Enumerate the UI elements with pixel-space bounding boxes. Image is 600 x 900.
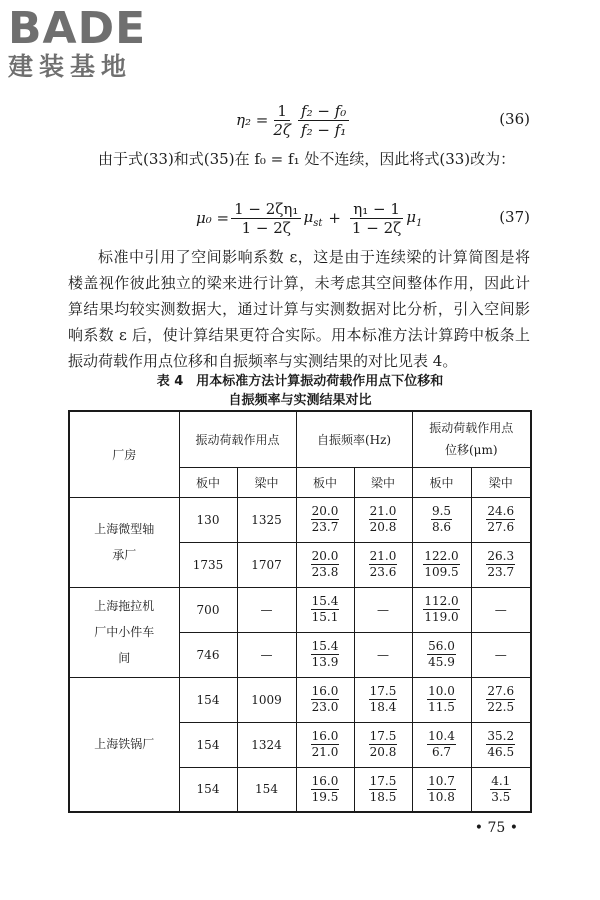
displacement-slab-measured: 109.5 <box>424 565 459 579</box>
load-point-beam: 154 <box>237 767 296 812</box>
load-point-slab: 154 <box>179 767 237 812</box>
frequency-slab-measured: 23.0 <box>311 700 339 714</box>
frequency-beam-calculated: 17.5 <box>369 684 397 698</box>
eq36-coefficient: $\frac{1}{2\zeta}$ <box>273 101 292 139</box>
page-number: • 75 • <box>474 820 518 836</box>
publisher-logo <box>8 3 178 82</box>
frequency-beam <box>354 542 412 587</box>
frequency-beam-calculated: 17.5 <box>369 729 397 743</box>
displacement-slab <box>412 677 471 722</box>
header-load-point: 振动荷载作用点 <box>179 411 296 467</box>
frequency-beam-measured: 20.8 <box>369 520 397 534</box>
frequency-slab-calculated: 16.0 <box>311 729 339 743</box>
displacement-beam-measured: 23.7 <box>487 565 515 579</box>
displacement-slab-calculated: 112.0 <box>424 594 459 608</box>
frequency-slab <box>296 677 354 722</box>
frequency-slab <box>296 587 354 632</box>
load-point-beam: 1009 <box>237 677 296 722</box>
displacement-slab <box>412 587 471 632</box>
displacement-slab-measured: 10.8 <box>428 789 455 804</box>
frequency-beam-measured: 23.6 <box>369 565 397 579</box>
frequency-slab-measured: 23.8 <box>311 565 339 579</box>
frequency-slab <box>296 632 354 677</box>
frequency-beam: — <box>354 587 412 632</box>
displacement-beam-measured: 46.5 <box>487 745 515 759</box>
displacement-beam-measured: 27.6 <box>487 520 515 534</box>
frequency-slab-measured: 13.9 <box>311 655 339 669</box>
frequency-slab-calculated: 20.0 <box>311 549 339 563</box>
displacement-slab <box>412 722 471 767</box>
frequency-slab-calculated: 16.0 <box>311 773 339 788</box>
frequency-beam-calculated: 21.0 <box>369 504 397 518</box>
displacement-beam-calculated: 35.2 <box>487 729 515 743</box>
table-row <box>69 497 531 542</box>
frequency-slab-calculated: 15.4 <box>311 639 339 653</box>
frequency-beam-measured: 18.5 <box>369 789 397 804</box>
eq37-number: (37) <box>499 208 530 226</box>
table-row <box>69 587 531 632</box>
displacement-slab-measured: 45.9 <box>428 655 455 669</box>
paragraph-1: 由于式(33)和式(35)在 f₀ = f₁ 处不连续，因此将式(33)改为： <box>98 150 516 168</box>
equation-37 <box>0 196 600 240</box>
frequency-slab-measured: 21.0 <box>311 745 339 759</box>
load-point-slab: 154 <box>179 722 237 767</box>
comparison-table <box>68 410 532 813</box>
subheader-disp-slab: 板中 <box>412 467 471 497</box>
load-point-beam: — <box>237 632 296 677</box>
frequency-slab-measured: 19.5 <box>311 789 339 804</box>
table-row <box>69 677 531 722</box>
frequency-beam <box>354 722 412 767</box>
frequency-slab <box>296 497 354 542</box>
eq37-lhs: μ₀ = <box>196 209 230 227</box>
eq37-mu-st: $\mu_{st}$ <box>303 207 323 229</box>
displacement-slab-measured: 119.0 <box>424 610 459 624</box>
displacement-beam-measured: 22.5 <box>487 700 515 714</box>
frequency-slab <box>296 767 354 812</box>
frequency-beam-measured: 18.4 <box>369 700 397 714</box>
eq37-plus: + <box>328 209 341 227</box>
displacement-slab-calculated: 9.5 <box>431 504 452 518</box>
eq37-mu-1: $\mu_1$ <box>406 207 423 229</box>
load-point-slab: 130 <box>179 497 237 542</box>
load-point-slab: 154 <box>179 677 237 722</box>
displacement-beam <box>471 722 531 767</box>
displacement-beam: — <box>471 632 531 677</box>
table-caption-line-1: 表 4 用本标准方法计算振动荷载作用点下位移和 <box>156 374 444 389</box>
header-frequency: 自振频率(Hz) <box>296 411 412 467</box>
frequency-slab <box>296 542 354 587</box>
subheader-load-beam: 梁中 <box>237 467 296 497</box>
subheader-freq-slab: 板中 <box>296 467 354 497</box>
frequency-slab-calculated: 15.4 <box>311 594 339 608</box>
displacement-slab <box>412 767 471 812</box>
eq37-fraction-2: $\frac{\text{η₁ − 1}}{1 - 2\zeta}$ <box>351 199 402 237</box>
frequency-beam <box>354 767 412 812</box>
frequency-beam <box>354 497 412 542</box>
displacement-slab-calculated: 56.0 <box>428 639 455 653</box>
displacement-slab-calculated: 122.0 <box>424 549 459 563</box>
eq36-number: (36) <box>499 110 530 128</box>
frequency-beam-calculated: 17.5 <box>369 773 397 788</box>
factory-name: 上海拖拉机厂中小件车间 <box>69 587 179 677</box>
equation-36 <box>0 98 600 142</box>
factory-name: 上海微型轴承厂 <box>69 497 179 587</box>
load-point-slab: 700 <box>179 587 237 632</box>
frequency-slab <box>296 722 354 767</box>
paragraph-2: 标准中引用了空间影响系数 ε，这是由于连续梁的计算简图是将楼盖视作彼此独立的梁来进行计算，未考虑其空间整体作用，因此计算结果均较实测数据大，通过计算与实测数据对比分析，引入空间影响系数 ε 后，使计算结果更符合实际。用本标准方法计算跨中板条上振动荷载作用点位移和自振频率与实测结果的对比见表 4。 <box>68 248 530 370</box>
displacement-beam: — <box>471 587 531 632</box>
frequency-slab-calculated: 16.0 <box>311 684 339 698</box>
displacement-beam <box>471 677 531 722</box>
displacement-slab-calculated: 10.4 <box>428 729 455 743</box>
subheader-freq-beam: 梁中 <box>354 467 412 497</box>
load-point-beam: 1325 <box>237 497 296 542</box>
logo-subtitle: 建装基地 <box>8 52 133 81</box>
displacement-beam-calculated: 4.1 <box>491 773 511 788</box>
displacement-slab <box>412 632 471 677</box>
subheader-load-slab: 板中 <box>179 467 237 497</box>
eq37-fraction-1: $\frac{\text{1 − 2ζη₁}}{1 - 2\zeta}$ <box>231 200 301 237</box>
load-point-slab: 746 <box>179 632 237 677</box>
table-caption-line-2: 自振频率与实测结果对比 <box>228 393 372 408</box>
frequency-slab-measured: 23.7 <box>311 520 339 534</box>
frequency-beam <box>354 677 412 722</box>
subheader-disp-beam: 梁中 <box>471 467 531 497</box>
displacement-beam-measured: 3.5 <box>491 789 511 804</box>
load-point-beam: — <box>237 587 296 632</box>
eq36-fraction: $\frac{\text{f₂ − f₀}}{\text{f₂ − f₁}}$ <box>298 102 349 139</box>
displacement-slab-calculated: 10.7 <box>428 773 455 788</box>
displacement-beam-calculated: 26.3 <box>487 549 515 563</box>
displacement-beam <box>471 767 531 812</box>
displacement-slab-calculated: 10.0 <box>428 684 455 698</box>
displacement-slab <box>412 497 471 542</box>
load-point-slab: 1735 <box>179 542 237 587</box>
header-factory: 厂房 <box>69 411 179 497</box>
displacement-slab-measured: 6.7 <box>431 745 452 759</box>
factory-name: 上海铁锅厂 <box>69 677 179 812</box>
frequency-slab-calculated: 20.0 <box>311 504 339 518</box>
frequency-slab-measured: 15.1 <box>311 610 339 624</box>
displacement-beam <box>471 497 531 542</box>
table-header-row <box>69 411 531 467</box>
frequency-beam: — <box>354 632 412 677</box>
displacement-slab-measured: 8.6 <box>431 520 452 534</box>
eq36-lhs: η₂ = <box>236 111 269 129</box>
displacement-beam-calculated: 24.6 <box>487 504 515 518</box>
displacement-beam-calculated: 27.6 <box>487 684 515 698</box>
header-displacement: 振动荷载作用点位移(μm) <box>412 411 531 467</box>
displacement-beam <box>471 542 531 587</box>
frequency-beam-calculated: 21.0 <box>369 549 397 563</box>
displacement-slab-measured: 11.5 <box>428 700 455 714</box>
logo-wordmark: BADE <box>8 3 147 54</box>
load-point-beam: 1707 <box>237 542 296 587</box>
load-point-beam: 1324 <box>237 722 296 767</box>
frequency-beam-measured: 20.8 <box>369 745 397 759</box>
displacement-slab <box>412 542 471 587</box>
